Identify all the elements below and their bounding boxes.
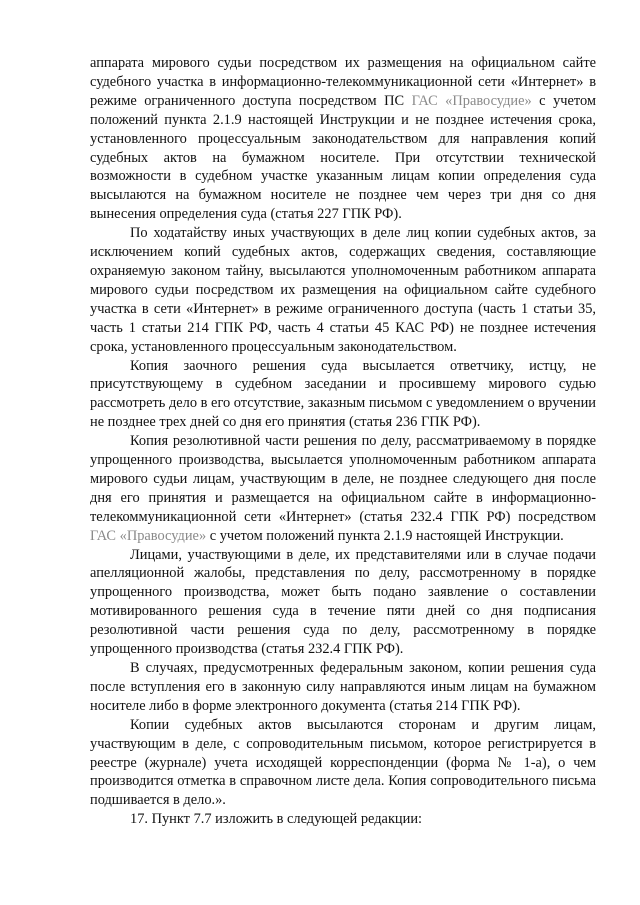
paragraph-7 [90,716,596,811]
paragraph-6 [90,659,596,716]
paragraph-4-text-a: Копия резолютивной части решения по делу, рассматриваемому в порядке упрощенного производства, высылается уполномоченным работником аппарата мирового судьи лицам, участвующим в деле, не позднее следующего дня после дня его принятия и размещается на официальном сайте в информационно-телекоммуникационной сети «Интернет» (статья 232.4 ГПК РФ) посредством [90,433,596,525]
gas-pravosudie-ref: ГАС «Правосудие» [411,92,532,109]
paragraph-4 [90,432,596,545]
paragraph-4-text-b: с учетом положений пункта 2.1.9 настоящей Инструкции. [206,527,564,544]
document-page [90,54,596,829]
paragraph-8-text: 17. Пункт 7.7 изложить в следующей редакции: [130,811,423,828]
paragraph-1-text-b: с учетом положений пункта 2.1.9 настоящей Инструкции и не позднее истечения срока, установленного процессуальным законодательством для направления копий судебных актов на бумажном носителе. При отсутствии технической возможности в судебном участке указанным лицам копии определения суда высылаются на бумажном носителе не позднее чем через три дня со дня вынесения определения суда (статья 227 ГПК РФ). [90,92,597,223]
paragraph-5 [90,546,596,659]
paragraph-6-text: В случаях, предусмотренных федеральным законом, копии решения суда после вступления его в законную силу направляются иным лицам на бумажном носителе либо в форме электронного документа (статья 214 ГПК РФ). [90,660,596,714]
paragraph-1-text-a: аппарата мирового судьи посредством их размещения на официальном сайте судебного участка в информационно-телекоммуникационной сети «Интернет» в режиме ограниченного доступа посредством ПС [90,55,596,109]
gas-pravosudie-ref: ГАС «Правосудие» [90,527,207,544]
paragraph-7-text: Копии судебных актов высылаются сторонам и другим лицам, участвующим в деле, с сопроводительным письмом, которое регистрируется в реестре (журнале) учета исходящей корреспонденции (форма № 1-а), о чем производится отметка в справочном листе дела. Копия сопроводительного письма подшивается в дело.». [90,716,596,809]
paragraph-8 [90,810,596,829]
paragraph-2-text: По ходатайству иных участвующих в деле лиц копии судебных актов, за исключением копий судебных актов, содержащих сведения, составляющие охраняемую законом тайну, высылаются уполномоченным работником аппарата мирового судьи посредством их размещения на официальном сайте судебного участка в сети «Интернет» в режиме ограниченного доступа (часть 1 статьи 35, часть 1 статьи 214 ГПК РФ, часть 4 статьи 45 КАС РФ) не позднее истечения срока, установленного процессуальным законодательством. [90,225,596,355]
paragraph-5-text: Лицами, участвующими в деле, их представителями или в случае подачи апелляционной жалобы, представления по делу, рассмотренному в порядке упрощенного производства, может быть подано заявление о составлении мотивированного решения суда в течение пяти дней со дня подписания резолютивной части решения суда по делу, рассмотренному в порядке упрощенного производства (статья 232.4 ГПК РФ). [90,546,596,658]
paragraph-3 [90,357,596,433]
paragraph-1 [90,54,596,224]
paragraph-2 [90,224,596,356]
paragraph-3-text: Копия заочного решения суда высылается ответчику, истцу, не присутствующему в судебном заседании и просившему мирового судью рассмотреть дело в его отсутствие, заказным письмом с уведомлением о вручении не позднее трех дней со дня его принятия (статья 236 ГПК РФ). [90,357,596,431]
